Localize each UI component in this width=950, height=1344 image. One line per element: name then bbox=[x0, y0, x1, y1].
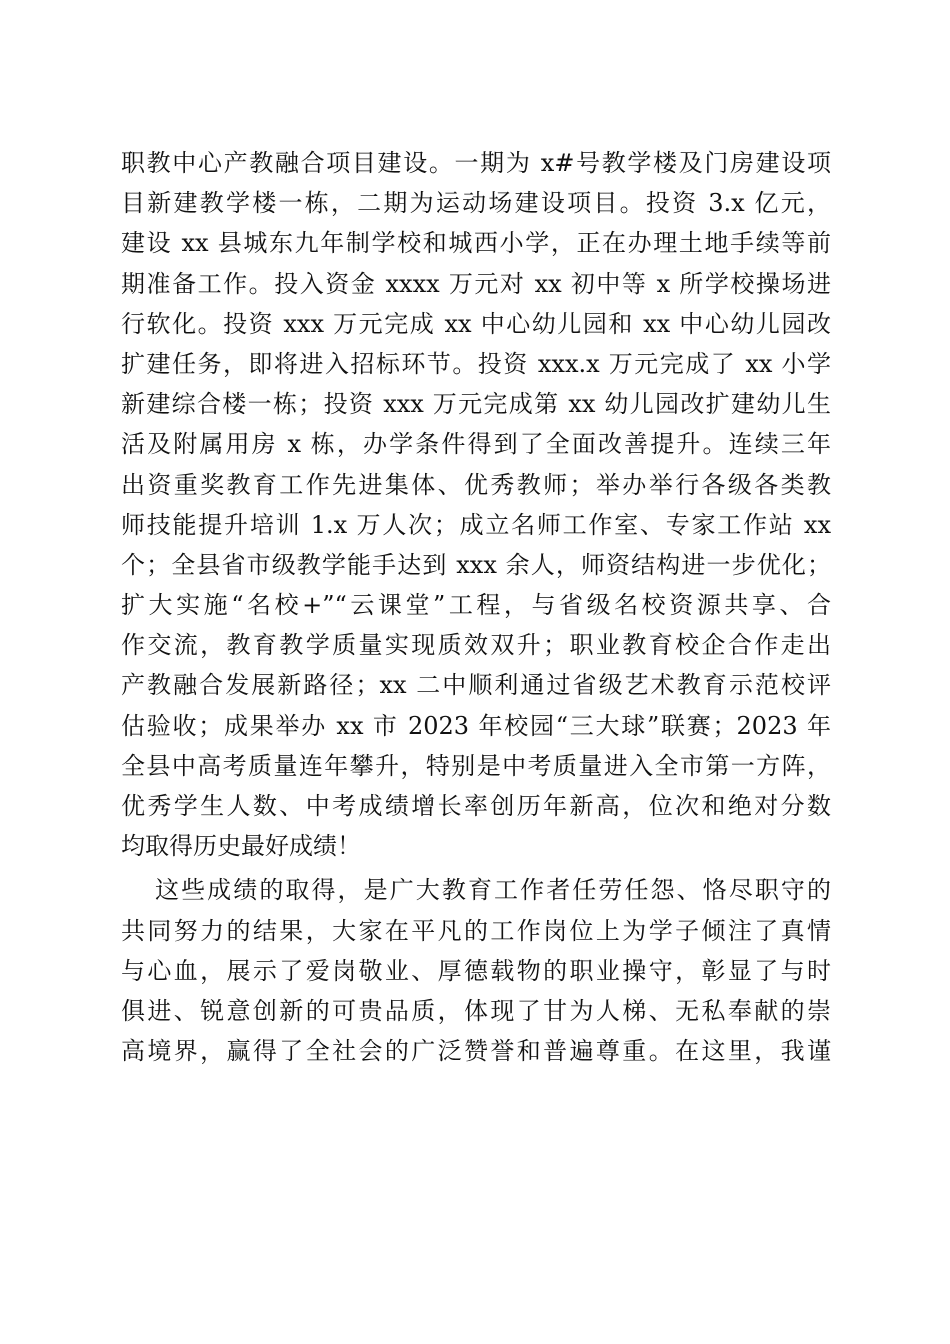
paragraph-achievements bbox=[121, 143, 831, 866]
text-line: 优秀学生人数、中考成绩增长率创历年新高，位次和绝对分数 bbox=[121, 792, 831, 820]
text-line: 估验收；成果举办 xx 市 2023 年校园“三大球”联赛；2023 年 bbox=[121, 711, 831, 740]
text-line: 这些成绩的取得，是广大教育工作者任劳任怨、恪尽职守的 bbox=[155, 876, 831, 905]
paragraph-gratitude bbox=[121, 870, 831, 1071]
text-line: 全县中高考质量连年攀升，特别是中考质量进入全市第一方阵， bbox=[121, 751, 831, 780]
text-line: 出资重奖教育工作先进集体、优秀教师；举办举行各级各类教 bbox=[121, 470, 831, 499]
text-line: 扩建任务，即将进入招标环节。投资 xxx.x 万元完成了 xx 小学 bbox=[121, 349, 831, 378]
text-line: 期准备工作。投入资金 xxxx 万元对 xx 初中等 x 所学校操场进 bbox=[121, 269, 831, 298]
text-line: 俱进、锐意创新的可贵品质，体现了甘为人梯、无私奉献的崇 bbox=[121, 996, 831, 1025]
text-line: 行软化。投资 xxx 万元完成 xx 中心幼儿园和 xx 中心幼儿园改 bbox=[121, 309, 831, 338]
text-line: 均取得历史最好成绩！ bbox=[121, 832, 361, 861]
text-line: 新建综合楼一栋；投资 xxx 万元完成第 xx 幼儿园改扩建幼儿生 bbox=[121, 390, 831, 419]
text-line: 活及附属用房 x 栋，办学条件得到了全面改善提升。连续三年 bbox=[121, 430, 831, 459]
text-line: 与心血，展示了爱岗敬业、厚德载物的职业操守，彰显了与时 bbox=[121, 956, 831, 985]
text-line: 职教中心产教融合项目建设。一期为 x#号教学楼及门房建设项 bbox=[121, 149, 831, 177]
text-line: 高境界，赢得了全社会的广泛赞誉和普遍尊重。在这里，我谨 bbox=[121, 1037, 831, 1066]
text-line: 个；全县省市级教学能手达到 xxx 余人，师资结构进一步优化； bbox=[121, 550, 831, 579]
document-body bbox=[121, 143, 831, 1071]
text-line: 目新建教学楼一栋，二期为运动场建设项目。投资 3.x 亿元， bbox=[121, 189, 831, 218]
text-line: 作交流，教育教学质量实现质效双升；职业教育校企合作走出 bbox=[121, 631, 831, 660]
text-line: 师技能提升培训 1.x 万人次；成立名师工作室、专家工作站 xx bbox=[121, 510, 831, 539]
text-line: 共同努力的结果，大家在平凡的工作岗位上为学子倾注了真情 bbox=[121, 916, 831, 945]
text-line: 建设 xx 县城东九年制学校和城西小学，正在办理土地手续等前 bbox=[121, 229, 831, 258]
text-line: 产教融合发展新路径；xx 二中顺利通过省级艺术教育示范校评 bbox=[121, 671, 831, 700]
text-line: 扩大实施“名校+”“云课堂”工程，与省级名校资源共享、合 bbox=[121, 591, 831, 620]
